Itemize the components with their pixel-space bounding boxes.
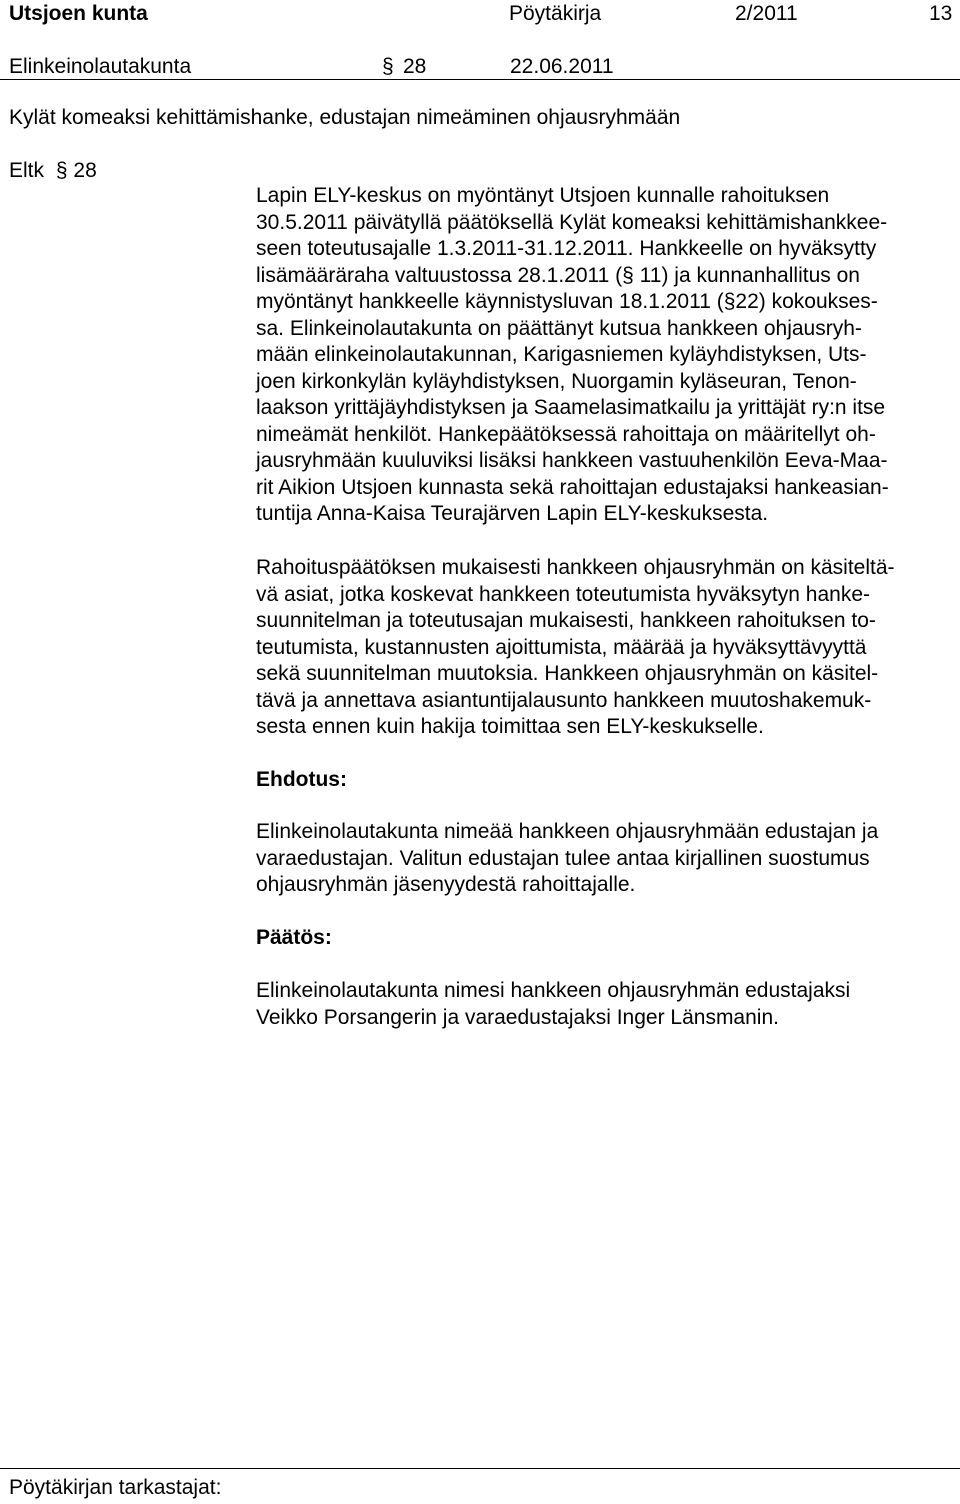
section-ref-sign: § bbox=[55, 159, 68, 182]
footer-divider bbox=[0, 1468, 960, 1469]
footer-reviewers-label: Pöytäkirjan tarkastajat: bbox=[9, 1476, 222, 1499]
section-number: 28 bbox=[403, 55, 427, 78]
text-line: Elinkeinolautakunta nimeää hankkeen ohjausryhmään edustajan ja bbox=[256, 820, 879, 843]
text-line: mään elinkeinolautakunnan, Karigasniemen kyläyhdistyksen, Uts- bbox=[256, 343, 867, 366]
text-line: Rahoituspäätöksen mukaisesti hankkeen ohjausryhmän on käsiteltä- bbox=[256, 556, 895, 579]
text-line: vä asiat, jotka koskevat hankkeen toteutumista hyväksytyn hanke- bbox=[256, 582, 870, 606]
text-line: nimeämät henkilöt. Hankepäätöksessä rahoittaja on määritellyt oh- bbox=[256, 422, 876, 446]
text-line: myöntänyt hankkeelle käynnistysluvan 18.1.2011 (§22) kokoukses- bbox=[256, 290, 878, 313]
text-line: tuntija Anna-Kaisa Teurajärven Lapin ELY-keskuksesta. bbox=[256, 502, 769, 525]
text-line: lisämääräraha valtuustossa 28.1.2011 (§ 11) ja kunnanhallitus on bbox=[256, 263, 860, 287]
proposal-text bbox=[256, 819, 946, 899]
text-line: varaedustajan. Valitun edustajan tulee antaa kirjallinen suostumus bbox=[256, 846, 870, 870]
page-number: 13 bbox=[929, 2, 953, 25]
text-line: seen toteutusajalle 1.3.2011-31.12.2011. Hankkeelle on hyväksytty bbox=[256, 237, 877, 260]
document-type: Pöytäkirja bbox=[509, 2, 602, 25]
header-divider bbox=[0, 79, 960, 80]
text-line: sesta ennen kuin hakija toimittaa sen ELY-keskukselle. bbox=[256, 715, 764, 738]
section-ref-number: 28 bbox=[73, 159, 97, 182]
text-line: 30.5.2011 päivätyllä päätöksellä Kylät komeaksi kehittämishankkee- bbox=[256, 210, 888, 234]
text-line: ohjausryhmän jäsenyydestä rahoittajalle. bbox=[256, 873, 636, 896]
decision-heading: Päätös: bbox=[256, 926, 332, 949]
proposal-heading: Ehdotus: bbox=[256, 768, 347, 791]
text-line: sa. Elinkeinolautakunta on päättänyt kutsua hankkeen ohjausryh- bbox=[256, 316, 862, 340]
text-line: teutumista, kustannusten ajoittumista, määrää ja hyväksyttävyyttä bbox=[256, 635, 867, 659]
paragraph-steering-group-duties bbox=[256, 555, 946, 741]
text-line: sekä suunnitelman muutoksia. Hankkeen ohjausryhmän on käsitel- bbox=[256, 662, 879, 685]
meeting-date: 22.06.2011 bbox=[510, 55, 614, 78]
decision-text bbox=[256, 978, 946, 1031]
text-line: Elinkeinolautakunta nimesi hankkeen ohjausryhmän edustajaksi bbox=[256, 979, 851, 1002]
section-ref-abbr: Eltk bbox=[9, 159, 45, 182]
text-line: joen kirkonkylän kyläyhdistyksen, Nuorgamin kyläseuran, Tenon- bbox=[256, 369, 857, 393]
municipality-name: Utsjoen kunta bbox=[9, 2, 148, 25]
page-title: Kylät komeaksi kehittämishanke, edustajan nimeäminen ohjausryhmään bbox=[9, 106, 681, 129]
committee-name: Elinkeinolautakunta bbox=[9, 55, 192, 78]
text-line: laakson yrittäjäyhdistyksen ja Saamelasimatkailu ja yrittäjät ry:n itse bbox=[256, 396, 886, 419]
document-number: 2/2011 bbox=[735, 2, 798, 25]
paragraph-background bbox=[256, 183, 946, 528]
section-ref bbox=[9, 158, 97, 184]
section-sign: § bbox=[382, 55, 394, 78]
text-line: Lapin ELY-keskus on myöntänyt Utsjoen kunnalle rahoituksen bbox=[256, 184, 830, 207]
text-line: tävä ja annettava asiantuntijalausunto hankkeen muutoshakemuk- bbox=[256, 688, 872, 712]
text-line: Veikko Porsangerin ja varaedustajaksi Inger Länsmanin. bbox=[256, 1005, 779, 1029]
text-line: rit Aikion Utsjoen kunnasta sekä rahoittajan edustajaksi hankeasian- bbox=[256, 475, 889, 499]
text-line: suunnitelman ja toteutusajan mukaisesti, hankkeen rahoituksen to- bbox=[256, 609, 876, 632]
text-line: jausryhmään kuuluviksi lisäksi hankkeen vastuuhenkilön Eeva-Maa- bbox=[256, 449, 888, 472]
